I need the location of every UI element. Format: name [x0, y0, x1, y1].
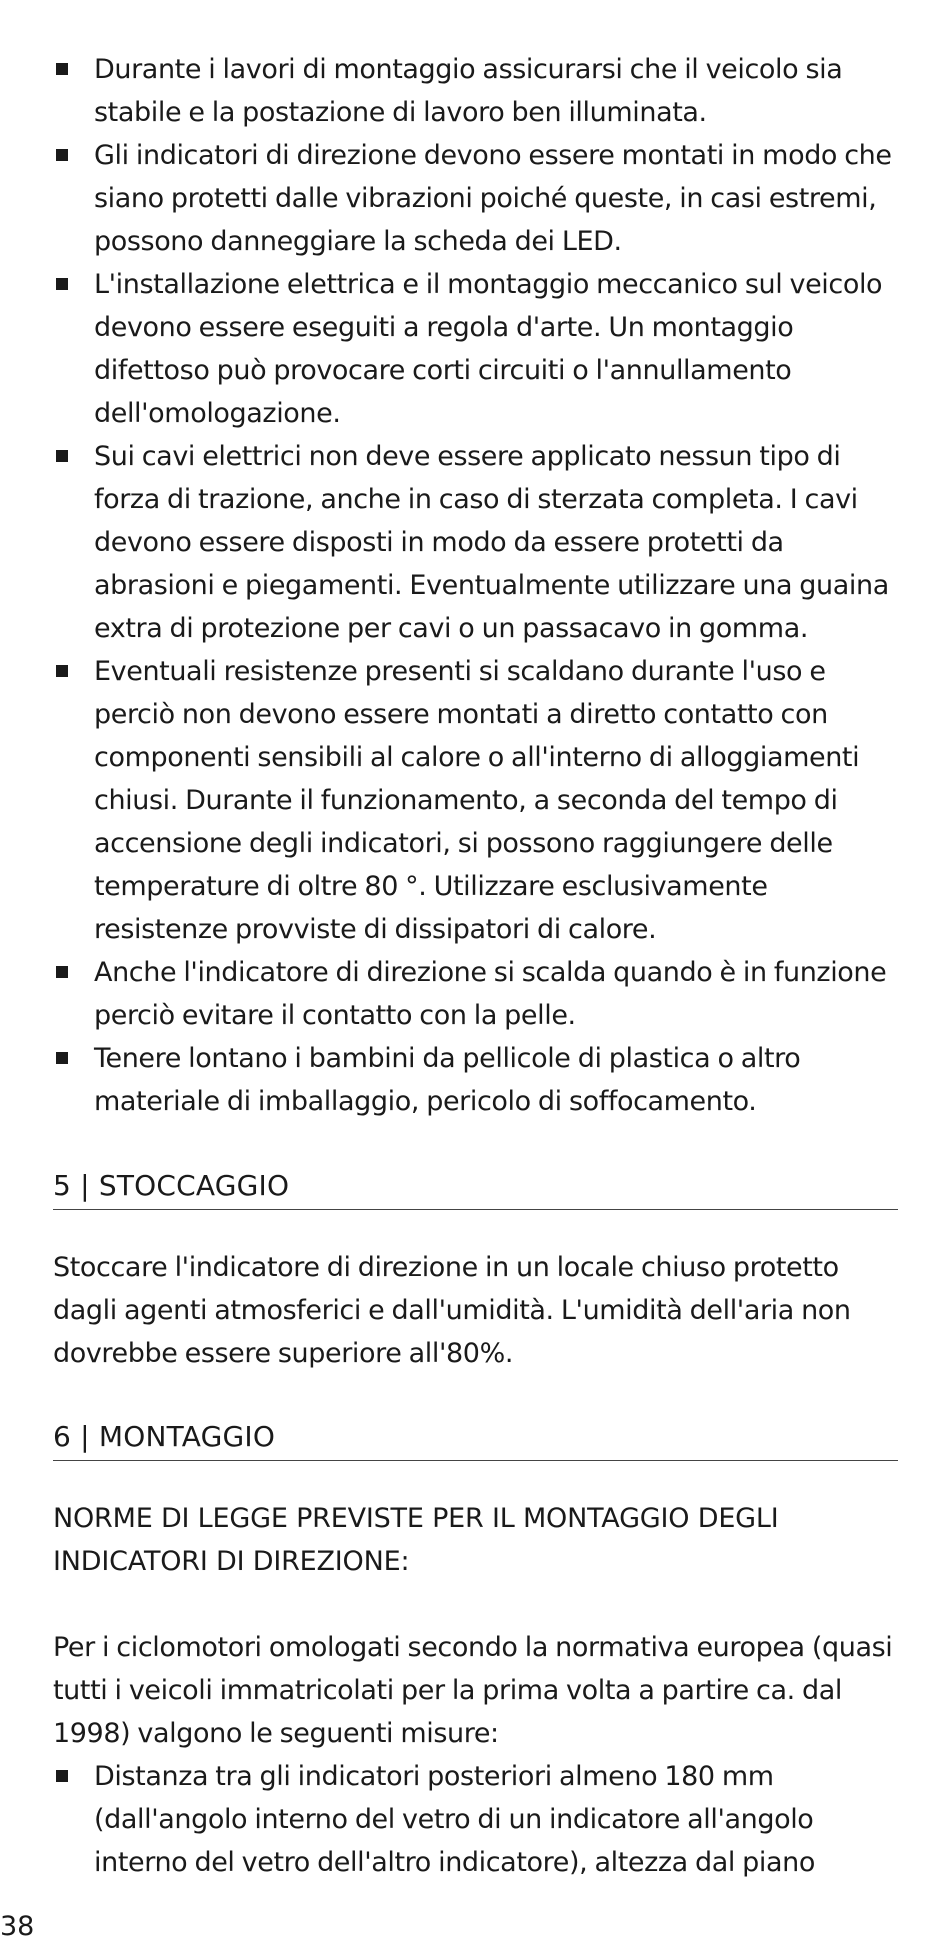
list-item-text: Anche l'indicatore di direzione si scalda quando è in funzione perciò evitare il contatto con la pelle. [94, 957, 887, 1031]
list-item [53, 134, 898, 263]
list-item [53, 1037, 898, 1123]
list-item-text: L'installazione elettrica e il montaggio meccanico sul veicolo devono essere eseguiti a regola d'arte. Un montaggio difettoso può provocare corti circuiti o l'annullamento dell'omologazione. [94, 269, 883, 429]
list-item [53, 1755, 898, 1884]
square-bullet-icon [56, 149, 68, 161]
square-bullet-icon [56, 1052, 68, 1064]
square-bullet-icon [56, 63, 68, 75]
legal-norms-subheading: NORME DI LEGGE PREVISTE PER IL MONTAGGIO DEGLI INDICATORI DI DIREZIONE: [53, 1503, 779, 1577]
square-bullet-icon [56, 1770, 68, 1782]
list-item-text: Eventuali resistenze presenti si scaldano durante l'uso e perciò non devono essere montati a diretto contatto con componenti sensibili al calore o all'interno di alloggiamenti chiusi. Durante il funzionamento, a seconda del tempo di accensione degli indicatori, si possono raggiungere delle temperature di oltre 80 °. Utilizzare esclusivamente resistenze provviste di dissipatori di calore. [94, 656, 860, 945]
square-bullet-icon [56, 665, 68, 677]
list-item [53, 48, 898, 134]
mounting-bullet-list [53, 1755, 898, 1884]
list-item [53, 650, 898, 951]
list-item-text: Durante i lavori di montaggio assicurarsi che il veicolo sia stabile e la postazione di lavoro ben illuminata. [94, 54, 843, 128]
list-item-text: Tenere lontano i bambini da pellicole di plastica o altro materiale di imballaggio, pericolo di soffocamento. [94, 1043, 801, 1117]
section-6-heading: 6 | MONTAGGIO [53, 1415, 898, 1461]
list-item-text: Sui cavi elettrici non deve essere applicato nessun tipo di forza di trazione, anche in caso di sterzata completa. I cavi devono essere disposti in modo da essere protetti da abrasioni e piegamenti. Eventualmente utilizzare una guaina extra di protezione per cavi o un passacavo in gomma. [94, 441, 889, 644]
manual-page [53, 48, 898, 1884]
page-number: 38 [0, 1911, 35, 1942]
list-item-text: Gli indicatori di direzione devono essere montati in modo che siano protetti dalle vibrazioni poiché queste, in casi estremi, possono danneggiare la scheda dei LED. [94, 140, 892, 257]
list-item [53, 263, 898, 435]
list-item [53, 951, 898, 1037]
section-5-heading: 5 | STOCCAGGIO [53, 1164, 898, 1210]
square-bullet-icon [56, 966, 68, 978]
list-item-text: Distanza tra gli indicatori posteriori almeno 180 mm (dall'angolo interno del vetro di un indicatore all'angolo interno del vetro dell'altro indicatore), altezza dal piano [94, 1761, 815, 1878]
mounting-intro-paragraph: Per i ciclomotori omologati secondo la normativa europea (quasi tutti i veicoli immatricolati per la prima volta a partire ca. dal 1998) valgono le seguenti misure: [53, 1632, 893, 1749]
safety-bullet-list [53, 48, 898, 1123]
storage-paragraph: Stoccare l'indicatore di direzione in un locale chiuso protetto dagli agenti atmosferici e dall'umidità. L'umidità dell'aria non dovrebbe essere superiore all'80%. [53, 1252, 851, 1369]
square-bullet-icon [56, 450, 68, 462]
list-item [53, 435, 898, 650]
square-bullet-icon [56, 278, 68, 290]
